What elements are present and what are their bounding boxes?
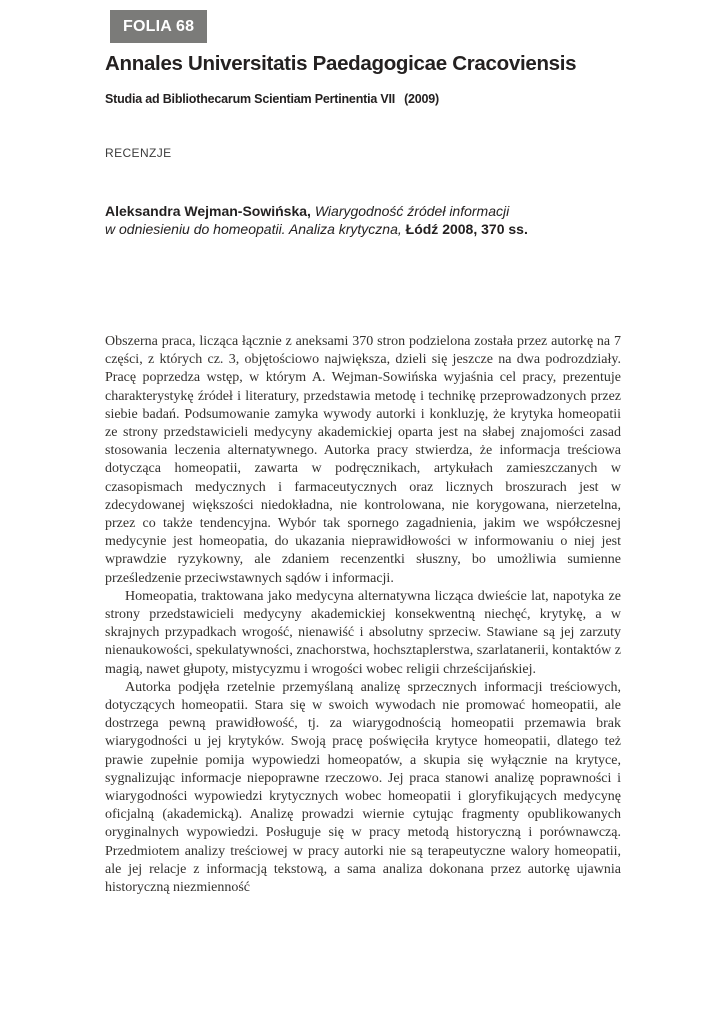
- citation-line-1: [105, 203, 620, 221]
- journal-title: Annales Universitatis Paedagogicae Cracoviensis: [105, 52, 577, 75]
- review-author: Aleksandra Wejman-Sowińska,: [105, 203, 311, 219]
- paragraph: Autorka podjęła rzetelnie przemyślaną analizę sprzecznych informacji treściowych, dotyczących homeopatii. Stara się w swoich wywodach nie promować homeopatii, ale dostrzega pewną prawidłowość, tj. za wiarygodnością homeopatii przemawia brak wiarygodności u jej krytyków. Swoją pracę poświęciła krytyce homeopatii, dlatego też prawie zupełnie pomija wypowiedzi homeopatów, a skupia się wyłącznie na krytyce, sygnalizując informacje niepoprawne rzeczowo. Jej praca stanowi analizę poprawności i wiarygodności wypowiedzi krytycznych wobec homeopatii i gloryfikujących medycynę oficjalną (akademicką). Analizę prowadzi wiernie cytując fragmenty opublikowanych oryginalnych wypowiedzi. Posługuje się w pracy metodą historyczną i porównawczą. Przedmiotem analizy treściowej w pracy autorki nie są terapeutyczne walory homeopatii, ale jej relacje z informacją tekstową, a sama analiza dokonana przez autorkę ujawnia historyczną niezmienność: [105, 679, 621, 896]
- series-name: Studia ad Bibliothecarum Scientiam Pertinentia VII: [105, 92, 396, 106]
- article-body: [105, 333, 621, 897]
- paragraph: Obszerna praca, licząca łącznie z aneksami 370 stron podzielona została przez autorkę na 7 części, z których cz. 3, objętościowo największa, dzieli się jeszcze na dwa podrozdziały. Pracę poprzedza wstęp, w którym A. Wejman-Sowińska wyjaśnia cel pracy, prezentuje charakterystykę źródeł i literatury, przedstawia metodę i technikę przeprowadzonych przez siebie badań. Podsumowanie zamyka wywody autorki i konkluzję, że krytyka homeopatii ze strony przedstawicieli medycyny akademickiej oparta jest na słabej znajomości zasad stosowania leczenia alternatywnego. Autorka pracy stwierdza, że informacja treściowa dotycząca homeopatii, zawarta w podręcznikach, artykułach zamieszczanych w czasopismach medycznych i farmaceutycznych oraz licznych broszurach jest w zdecydowanej większości niedokładna, nie kontrolowana, nie korygowana, nierzetelna, przez co także tendencyjna. Wybór tak spornego zagadnienia, jakim we współczesnej medycynie jest homeopatia, do ukazania nieprawidłowości w informowaniu o niej jest wprawdzie ryzykowny, ale zdaniem recenzentki słuszny, bo umożliwia sumienne prześledzenie przeciwstawnych sądów i informacji.: [105, 334, 621, 586]
- folia-badge: [110, 10, 207, 43]
- folia-label: FOLIA 68: [123, 18, 195, 35]
- paragraph: Homeopatia, traktowana jako medycyna alternatywna licząca dwieście lat, napotyka ze strony przedstawicieli medycyny akademickiej konsekwentną niechęć, krytykę, a w skrajnych przypadkach wrogość, nienawiść i absolutny sprzeciw. Stawiane są jej zarzuty nienaukowości, spekulatywności, znachorstwa, hochsztaplerstwa, szarlatanerii, kontaktów z magią, nawet głupoty, mistycyzmu i wrogości wobec religii chrześcijańskiej.: [105, 588, 621, 677]
- section-heading: RECENZJE: [105, 146, 172, 160]
- series-year: (2009): [404, 92, 440, 106]
- review-publication-info: Łódź 2008, 370 ss.: [405, 220, 528, 237]
- review-title-part-1: Wiarygodność źródeł informacji: [314, 203, 510, 219]
- review-title-part-2: w odniesieniu do homeopatii. Analiza krytyczna,: [105, 220, 402, 237]
- journal-series: [105, 92, 439, 106]
- review-citation: [105, 203, 620, 238]
- citation-line-2: [105, 221, 620, 239]
